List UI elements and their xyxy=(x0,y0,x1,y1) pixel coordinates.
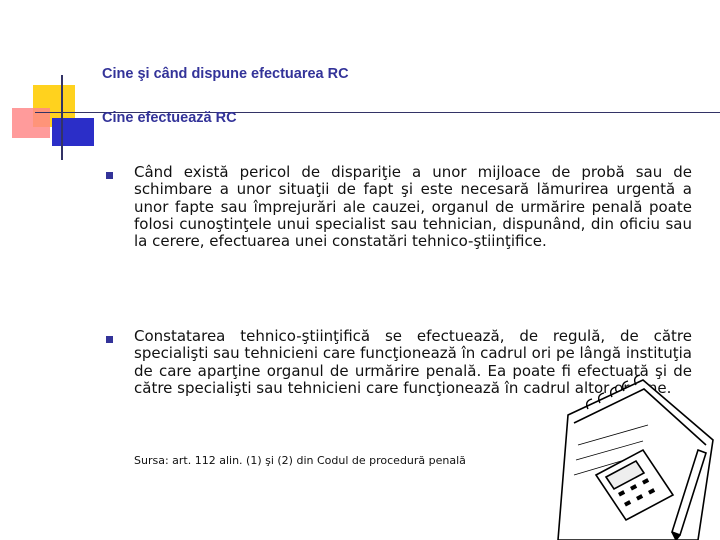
slide-title: Cine şi când dispune efectuarea RC xyxy=(102,66,349,82)
slide-subtitle: Cine efectuează RC xyxy=(102,110,237,126)
notebook-illustration xyxy=(548,355,718,540)
decor-vertical-line xyxy=(61,75,63,160)
source-citation: Sursa: art. 112 alin. (1) şi (2) din Codul de procedură penală xyxy=(134,454,466,467)
bullet-text-2: Constatarea tehnico-ştiinţifică se efectuează, de regulă, de către specialişti sau tehnicieni care funcţionează în cadrul ori pe lângă instituţia de care aparţine organul de urmărire penală. Ea poate fi efectuată şi de către specialişti sau tehnicieni care funcţionează în cadrul altor organe. xyxy=(134,327,692,397)
decor-blue-square xyxy=(52,118,94,146)
bullet-text-1: Când există pericol de dispariţie a unor mijloace de probă sau de schimbare a unor situaţii de fapt şi este necesară lămurirea urgentă a unor fapte sau împrejurări ale cauzei, organul de urmărire penală poate folosi cunoştinţele unui specialist sau tehnician, dispunând, din oficiu sau la cerere, efectuarea unei constatări tehnico-ştiinţifice. xyxy=(134,163,692,251)
bullet-marker-1 xyxy=(106,172,113,179)
bullet-marker-2 xyxy=(106,336,113,343)
